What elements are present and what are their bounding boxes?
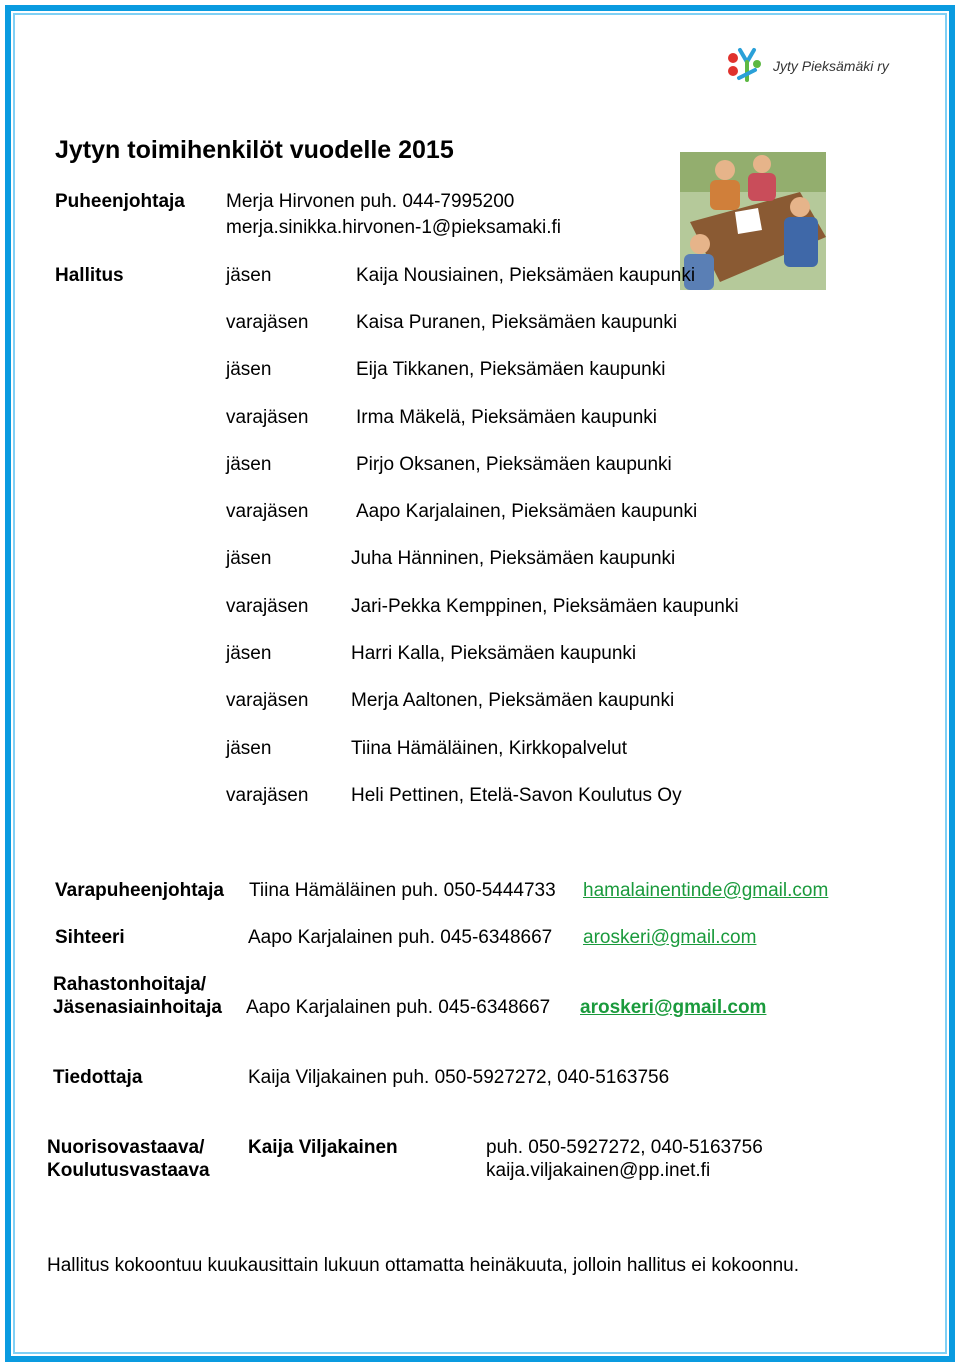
hallitus-role: varajäsen (226, 312, 309, 333)
puheenjohtaja-label: Puheenjohtaja (55, 191, 185, 212)
hallitus-member: Aapo Karjalainen, Pieksämäen kaupunki (356, 501, 698, 522)
hallitus-member: Merja Aaltonen, Pieksämäen kaupunki (351, 690, 675, 711)
hallitus-role: jäsen (226, 454, 272, 475)
hallitus-role: varajäsen (226, 407, 309, 428)
hallitus-member: Harri Kalla, Pieksämäen kaupunki (351, 643, 637, 664)
hallitus-member: Irma Mäkelä, Pieksämäen kaupunki (356, 407, 657, 428)
varapuheenjohtaja-email-link[interactable]: hamalainentinde@gmail.com (583, 880, 829, 901)
sihteeri-email-link[interactable]: aroskeri@gmail.com (583, 927, 757, 948)
hallitus-role: jäsen (226, 738, 272, 759)
sihteeri-contact: Aapo Karjalainen puh. 045-6348667 (248, 927, 553, 948)
hallitus-label: Hallitus (55, 265, 124, 286)
logo-text: Jyty Pieksämäki ry (773, 58, 889, 74)
hallitus-member: Kaisa Puranen, Pieksämäen kaupunki (356, 312, 678, 333)
puheenjohtaja-email: merja.sinikka.hirvonen-1@pieksamaki.fi (226, 217, 562, 238)
nuorisovastaava-name: Kaija Viljakainen (248, 1137, 398, 1158)
hallitus-member: Juha Hänninen, Pieksämäen kaupunki (351, 548, 676, 569)
hallitus-member: Heli Pettinen, Etelä-Savon Koulutus Oy (351, 785, 682, 806)
nuorisovastaava-email: kaija.viljakainen@pp.inet.fi (486, 1160, 711, 1181)
jasenasiainhoitaja-label: Jäsenasiainhoitaja (53, 997, 222, 1018)
varapuheenjohtaja-label: Varapuheenjohtaja (55, 880, 224, 901)
hallitus-role: varajäsen (226, 785, 309, 806)
tiedottaja-label: Tiedottaja (53, 1067, 143, 1088)
hallitus-role: varajäsen (226, 690, 309, 711)
hallitus-role: jäsen (226, 359, 272, 380)
hallitus-member: Jari-Pekka Kemppinen, Pieksämäen kaupunki (351, 596, 739, 617)
hallitus-role: jäsen (226, 265, 272, 286)
nuorisovastaava-phone: puh. 050-5927272, 040-5163756 (486, 1137, 763, 1158)
rahastonhoitaja-label: Rahastonhoitaja/ (53, 974, 207, 995)
hallitus-role: jäsen (226, 548, 272, 569)
varapuheenjohtaja-contact: Tiina Hämäläinen puh. 050-5444733 (249, 880, 556, 901)
hallitus-member: Pirjo Oksanen, Pieksämäen kaupunki (356, 454, 672, 475)
rahastonhoitaja-email-link[interactable]: aroskeri@gmail.com (580, 997, 767, 1018)
meeting-clipart-icon (680, 152, 826, 290)
hallitus-member: Kaija Nousiainen, Pieksämäen kaupunki (356, 265, 696, 286)
hallitus-role: varajäsen (226, 501, 309, 522)
hallitus-member: Eija Tikkanen, Pieksämäen kaupunki (356, 359, 666, 380)
puheenjohtaja-contact: Merja Hirvonen puh. 044-7995200 (226, 191, 515, 212)
tiedottaja-contact: Kaija Viljakainen puh. 050-5927272, 040-5163756 (248, 1067, 670, 1088)
meeting-note: Hallitus kokoontuu kuukausittain lukuun ottamatta heinäkuuta, jolloin hallitus ei kokoonnu. (47, 1255, 800, 1276)
koulutusvastaava-label: Koulutusvastaava (47, 1160, 210, 1181)
rahastonhoitaja-contact: Aapo Karjalainen puh. 045-6348667 (246, 997, 551, 1018)
hallitus-member: Tiina Hämäläinen, Kirkkopalvelut (351, 738, 627, 759)
sihteeri-label: Sihteeri (55, 927, 125, 948)
nuorisovastaava-label: Nuorisovastaava/ (47, 1137, 205, 1158)
hallitus-role: varajäsen (226, 596, 309, 617)
hallitus-role: jäsen (226, 643, 272, 664)
page-title: Jytyn toimihenkilöt vuodelle 2015 (55, 136, 454, 164)
